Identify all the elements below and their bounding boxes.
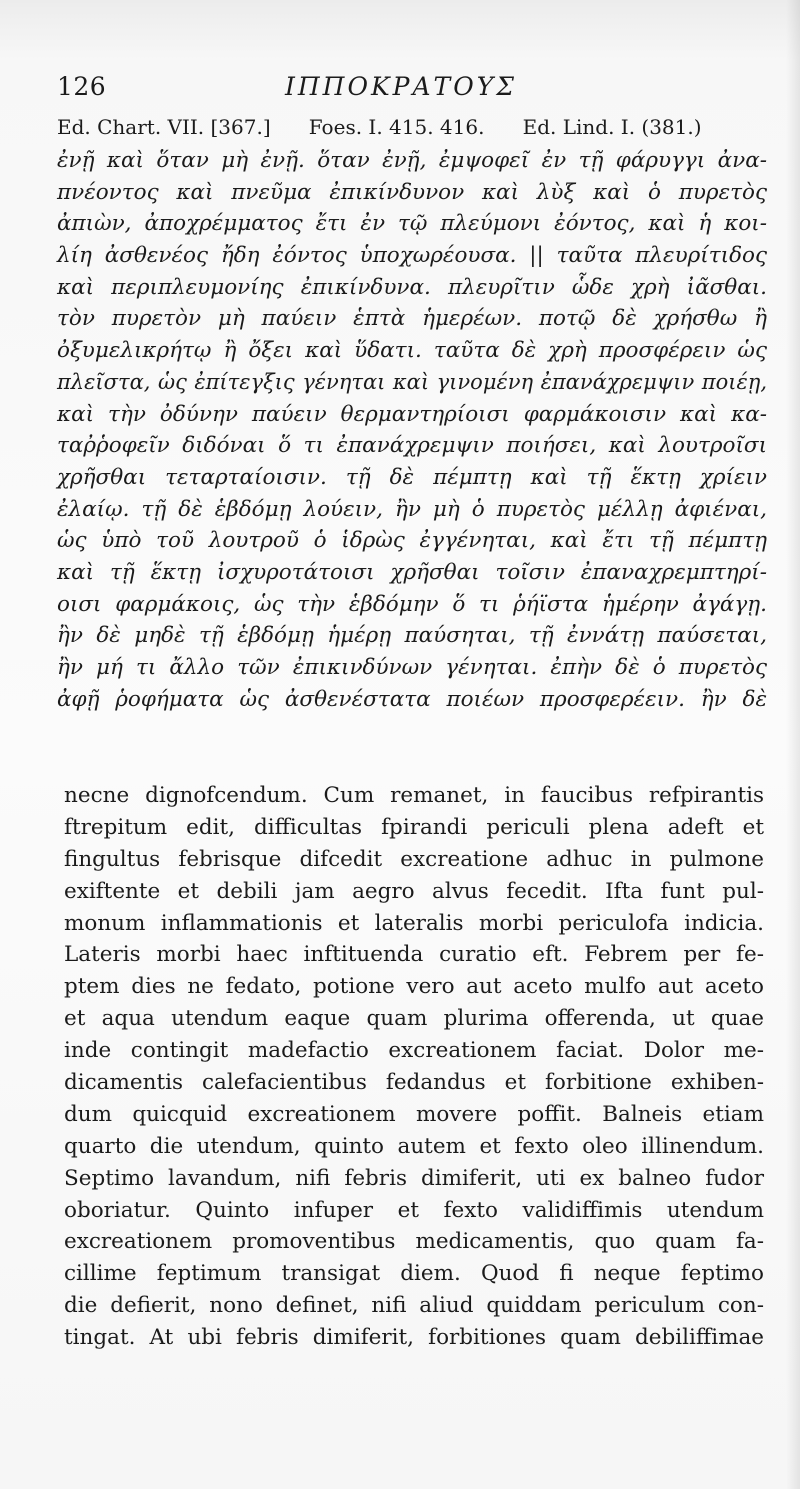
- latin-line: et aqua utendum eaque quam plurima offerenda, ut quae: [64, 1006, 764, 1032]
- latin-text-block: [64, 780, 764, 1354]
- edition-references: Ed. Chart. VII. [367.] Foes. I. 415. 416. Ed. Lind. I. (381.): [57, 115, 702, 139]
- latin-line: monum inflammationis et lateralis morbi periculofa indicia.: [64, 910, 764, 936]
- greek-text-block: [57, 145, 767, 715]
- running-title: ΙΠΠΟΚΡΑΤΟΥΣ: [285, 72, 517, 101]
- latin-line: dicamentis calefacientibus fedandus et forbitione exhiben-: [64, 1070, 764, 1096]
- page-edge-shadow: [786, 0, 800, 1489]
- latin-line: excreationem promoventibus medicamentis, quo quam fa-: [64, 1229, 764, 1255]
- greek-line: καὶ τῇ ἕκτῃ ἰσχυροτάτοισι χρῆσθαι τοῖσιν ἐπαναχρεμπτηρί-: [57, 559, 767, 585]
- greek-line: ἀφῇ ῥοφήματα ὡς ἀσθενέστατα ποιέων προσφερέειν. ἢν δὲ: [57, 686, 767, 712]
- latin-line: ptem dies ne fedato, potione vero aut aceto mulfo aut aceto: [64, 974, 764, 1000]
- latin-line: Septimo lavandum, nifi febris dimiferit, uti ex balneo fudor: [64, 1165, 764, 1191]
- greek-line: ἢν μή τι ἄλλο τῶν ἐπικινδύνων γένηται. ἐπὴν δὲ ὁ πυρετὸς: [57, 655, 767, 680]
- greek-line: τὸν πυρετὸν μὴ παύειν ἑπτὰ ἡμερέων. ποτῷ δὲ χρήσθω ἢ: [57, 306, 767, 332]
- greek-line: καὶ περιπλευμονίης ἐπικίνδυνα. πλευρῖτιν ὧδε χρὴ ἰᾶσθαι.: [57, 274, 767, 300]
- greek-line: οισι φαρμάκοις, ὡς τὴν ἑβδόμην ὅ τι ῥήϊστα ἡμέρην ἀγάγῃ.: [57, 591, 767, 617]
- latin-line: dum quicquid excreationem movere poffit. Balneis etiam: [64, 1101, 764, 1127]
- greek-line: ἀπιὼν, ἀποχρέμματος ἔτι ἐν τῷ πλεύμονι ἐόντος, καὶ ἡ κοι-: [57, 211, 767, 237]
- latin-line: fingultus febrisque difcedit excreatione adhuc in pulmone: [64, 846, 764, 872]
- latin-line: inde contingit madefactio excreationem faciat. Dolor me-: [64, 1038, 764, 1064]
- latin-line: die defierit, nono definet, nifi aliud quiddam periculum con-: [64, 1293, 764, 1319]
- latin-line: exiftente et debili jam aegro alvus fecedit. Ifta funt pul-: [64, 878, 764, 904]
- latin-line: quarto die utendum, quinto autem et fexto oleo illinendum.: [64, 1133, 764, 1159]
- latin-line: ftrepitum edit, difficultas fpirandi periculi plena adeft et: [64, 814, 764, 840]
- greek-line: πνέοντος καὶ πνεῦμα ἐπικίνδυνον καὶ λὺξ καὶ ὁ πυρετὸς: [57, 179, 767, 205]
- greek-line: ταῤῥοφεῖν διδόναι ὅ τι ἐπανάχρεμψιν ποιήσει, καὶ λουτροῖσι: [57, 433, 767, 459]
- latin-line: Lateris morbi haec inftituenda curatio eft. Febrem per fe-: [64, 942, 764, 968]
- latin-line: oboriatur. Quinto infuper et fexto validiffimis utendum: [64, 1197, 764, 1223]
- greek-line: ἢν δὲ μηδὲ τῇ ἑβδόμῃ ἡμέρῃ παύσηται, τῇ ἐννάτῃ παύσεται,: [57, 623, 767, 649]
- greek-line: ἐνῇ καὶ ὅταν μὴ ἐνῇ. ὅταν ἐνῇ, ἐμψοφεῖ ἐν τῇ φάρυγγι ἀνα-: [57, 148, 767, 173]
- greek-line: χρῆσθαι τεταρταίοισιν. τῇ δὲ πέμπτῃ καὶ τῇ ἕκτῃ χρίειν: [57, 464, 767, 490]
- page-number: 126: [57, 72, 107, 101]
- latin-line: necne dignofcendum. Cum remanet, in faucibus refpirantis: [64, 783, 764, 808]
- greek-line: λίη ἀσθενέος ἤδη ἐόντος ὑποχωρέουσα. || ταῦτα πλευρίτιδος: [57, 243, 767, 269]
- greek-line: καὶ τὴν ὀδύνην παύειν θερμαντηρίοισι φαρμάκοισιν καὶ κα-: [57, 401, 767, 427]
- greek-line: ἐλαίῳ. τῇ δὲ ἑβδόμῃ λούειν, ἢν μὴ ὁ πυρετὸς μέλλῃ ἀφιέναι,: [57, 496, 767, 522]
- greek-line: ὀξυμελικρήτῳ ἢ ὄξει καὶ ὕδατι. ταῦτα δὲ χρὴ προσφέρειν ὡς: [57, 338, 767, 364]
- latin-line: tingat. At ubi febris dimiferit, forbitiones quam debiliffimae: [64, 1325, 764, 1351]
- greek-line: ὡς ὑπὸ τοῦ λουτροῦ ὁ ἱδρὼς ἐγγένηται, καὶ ἔτι τῇ πέμπτῃ: [57, 528, 767, 554]
- latin-line: cillime feptimum transigat diem. Quod fi neque feptimo: [64, 1261, 764, 1287]
- page-header: [57, 72, 757, 104]
- greek-line: πλεῖστα, ὡς ἐπίτεγξις γένηται καὶ γινομένη ἐπανάχρεμψιν ποιέῃ,: [57, 369, 767, 394]
